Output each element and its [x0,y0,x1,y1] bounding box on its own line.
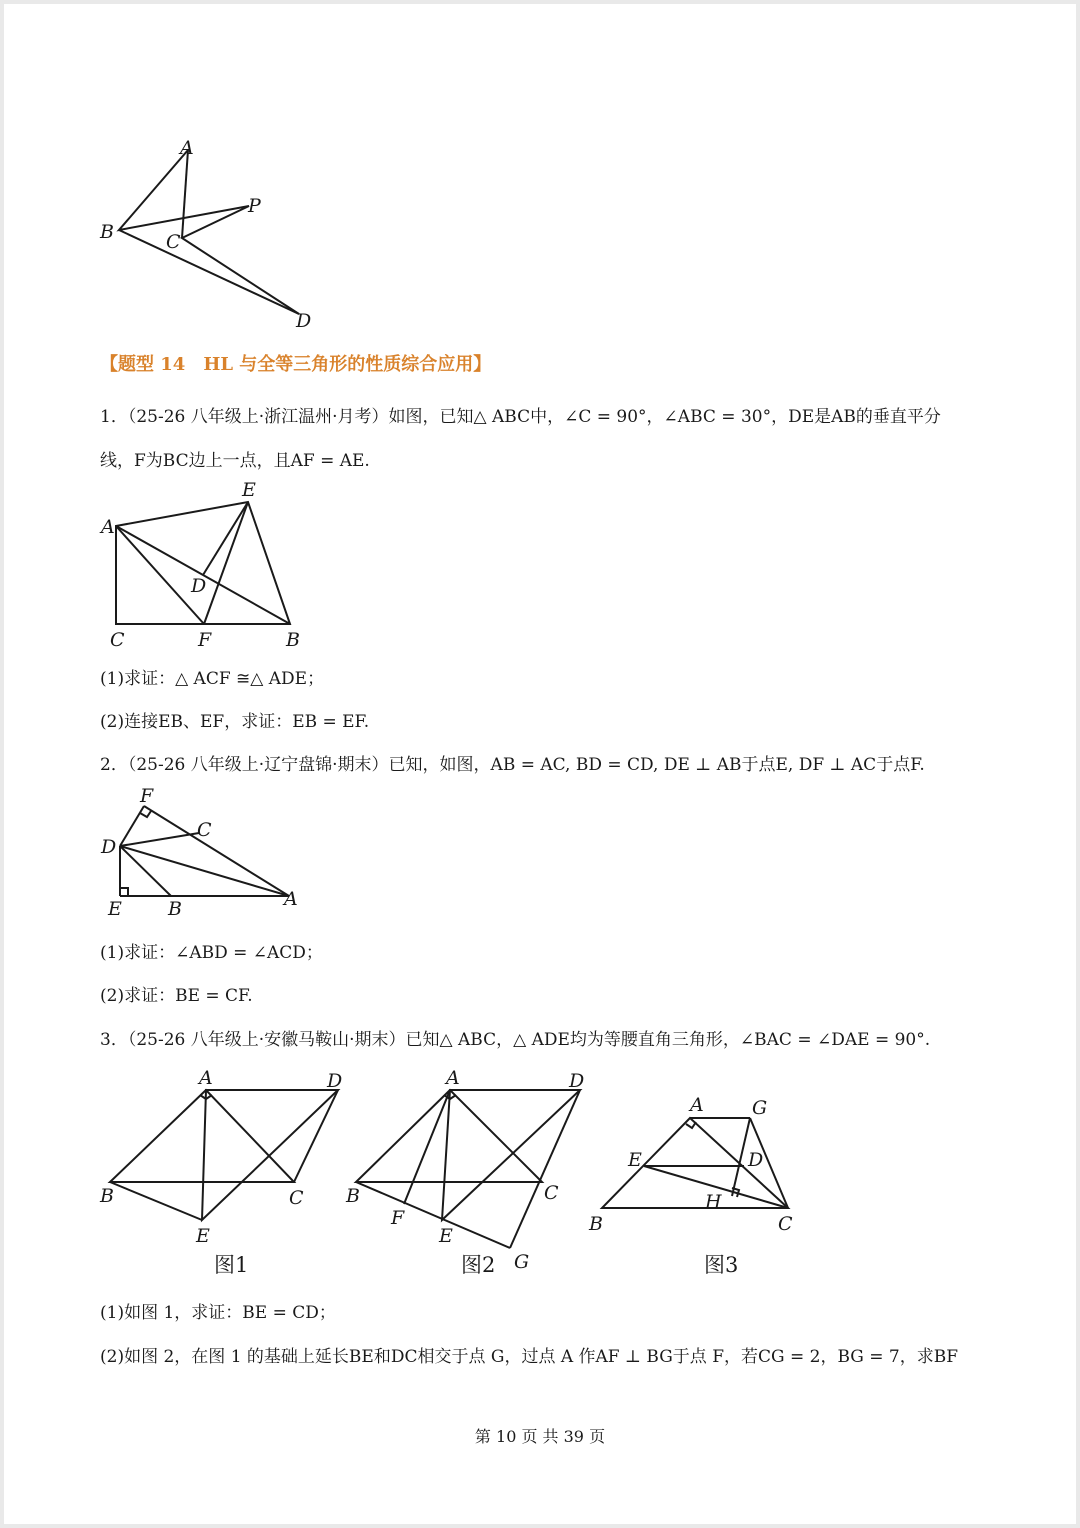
q3f2-label-c: C [544,1182,559,1204]
q1-label-c: C [110,629,125,651]
q3-figure-2 [344,1064,604,1284]
q3-source: （25-26 八年级上·安徽马鞍山·期末） [127,1030,406,1050]
q1-label-d: D [191,575,207,597]
label-b: B [100,221,114,243]
figure-top [94,134,334,334]
figure-top-path [119,150,299,314]
q1-label-b: B [286,629,300,651]
q2-label-d: D [101,836,117,858]
q2-label-c: C [197,819,212,841]
figure-top-svg [94,134,334,334]
q3f1-label-c: C [289,1187,304,1209]
q3f2-caption: 图2 [461,1253,496,1277]
q3f1-segment-be [110,1182,202,1220]
q1-label-a: A [101,516,115,538]
q3f1-caption: 图1 [214,1253,249,1277]
q3-figure-1-svg [96,1064,356,1284]
segment-bd [119,230,299,314]
q3f2-label-e: E [439,1225,453,1247]
q1-figure [96,476,316,656]
q3f3-label-b: B [589,1213,603,1235]
q3f3-label-a: A [690,1094,704,1116]
q3f1-label-d: D [327,1070,343,1092]
q2-label-b: B [168,898,182,920]
segment-ac [182,150,188,238]
q2-label-f: F [140,785,154,807]
q3-line1 [100,1025,930,1050]
q2-part1: (1)求证：∠ABD = ∠ACD； [100,943,323,963]
q3-figure-1 [96,1064,356,1284]
q1-figure-svg [96,476,316,656]
q3f2-segment-bg [356,1182,510,1248]
q2-line1 [100,750,925,775]
q3f3-label-h: H [705,1191,722,1213]
q3f1-triangle-ade [202,1090,338,1220]
q3-figure-3 [584,1084,824,1284]
label-a: A [180,137,194,159]
q2-figure-svg [96,782,316,922]
q3f3-label-g: G [752,1097,768,1119]
q3f2-triangle-ade [442,1090,580,1220]
q2-segment-fa [144,806,289,896]
q3-part2: (2)如图 2，在图 1 的基础上延长BE和DC相交于点 G，过点 A 作AF ⊥ BG于点 F，若CG = 2，BG = 7，求BF [100,1347,958,1367]
q3f2-label-d: D [569,1070,585,1092]
q3f2-segment-dg [510,1090,580,1248]
label-p: P [248,195,261,217]
q3-number: 3． [100,1030,128,1050]
q3f3-caption: 图3 [704,1253,739,1277]
q3f1-label-e: E [196,1225,210,1247]
q1-outline [116,502,290,624]
q2-right-angle-f [140,811,151,817]
q1-part1: (1)求证：△ ACF ≅△ ADE； [100,669,325,689]
label-c: C [166,231,181,253]
q3f2-label-b: B [346,1185,360,1207]
q2-right-angle-e [120,888,128,896]
q1-source: （25-26 八年级上·浙江温州·月考） [127,407,389,427]
q3f2-label-a: A [446,1067,460,1089]
q2-part2: (2)求证：BE = CF. [100,986,253,1006]
q3f3-right-angle-a [686,1122,696,1128]
q2-figure [96,782,316,922]
q1-text-line2: 线，F为BC边上一点，且AF = AE. [100,451,370,471]
q1-label-e: E [242,479,256,501]
q2-label-e: E [108,898,122,920]
page-footer: 第 10 页 共 39 页 [474,1427,606,1446]
q3-figure-3-svg [584,1084,824,1284]
q3f3-label-e: E [628,1149,642,1171]
q2-number: 2． [100,755,128,775]
q3-part1: (1)如图 1，求证：BE = CD； [100,1303,336,1323]
q3f3-label-c: C [778,1213,793,1235]
q2-label-a: A [284,888,298,910]
q3f1-triangle-abc [110,1090,294,1182]
q3f1-label-b: B [100,1185,114,1207]
document-page [4,4,1076,1524]
q3f1-label-a: A [199,1067,213,1089]
q3f2-label-f: F [391,1207,405,1229]
q2-text: 已知，如图，AB = AC, BD = CD, DE ⊥ AB于点E, DF ⊥ AC于点F. [388,755,925,775]
q2-source: （25-26 八年级上·辽宁盘锦·期末） [127,755,389,775]
label-d: D [296,310,312,332]
q3f1-segment-cd [294,1090,338,1182]
q2-segment-dc [120,833,199,846]
q3f2-label-g: G [514,1251,530,1273]
q1-label-f: F [198,629,212,651]
q1-part2: (2)连接EB、EF，求证：EB = EF. [100,712,370,732]
q2-segment-df [120,806,144,846]
q1-line1 [100,402,941,427]
q3-figure-2-svg [344,1064,604,1284]
q1-text-line1: 如图，已知△ ABC中，∠C = 90°，∠ABC = 30°，DE是AB的垂直平分 [388,407,941,427]
q3-text: 已知△ ABC，△ ADE均为等腰直角三角形，∠BAC = ∠DAE = 90°. [405,1030,931,1050]
q3f3-label-d: D [748,1149,764,1171]
q1-number: 1． [100,407,128,427]
section-title: 【题型 14 HL 与全等三角形的性质综合应用】 [100,354,492,375]
